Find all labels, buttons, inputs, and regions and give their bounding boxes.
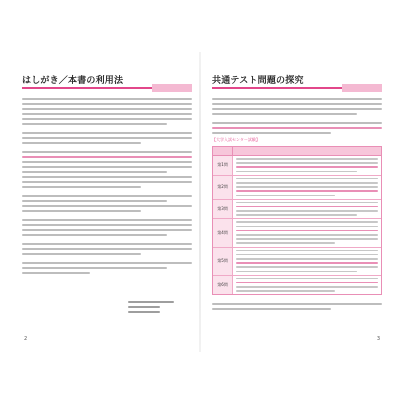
row-content: [233, 276, 381, 295]
row-label: 第5問: [213, 248, 233, 275]
text-line: [22, 151, 192, 153]
text-line: [22, 161, 192, 163]
text-line: [22, 171, 167, 173]
text-line: [212, 108, 382, 110]
table-header-cell: [213, 147, 233, 155]
text-line: [22, 229, 192, 231]
row-label: 第2問: [213, 176, 233, 199]
text-line: [22, 108, 192, 110]
text-line: [128, 301, 174, 303]
text-line: [22, 210, 141, 212]
text-line: [22, 186, 141, 188]
text-line: [212, 103, 382, 105]
text-line: [22, 142, 141, 144]
highlighted-text-line: [212, 127, 382, 129]
left-header-accent-bar: [152, 84, 192, 92]
row-label: 第6問: [213, 276, 233, 295]
table-header-cell: [233, 147, 381, 155]
row-content: [233, 219, 381, 246]
text-line: [22, 234, 167, 236]
text-line: [22, 262, 192, 264]
left-page-number: 2: [24, 336, 28, 342]
left-page-title: はしがき／本書の利用法: [22, 76, 124, 86]
text-line: [22, 98, 192, 100]
text-line: [22, 132, 192, 134]
table-header-row: [213, 147, 381, 156]
table-row: [213, 276, 381, 295]
text-line: [22, 166, 192, 168]
text-line: [22, 103, 192, 105]
text-line: [22, 253, 141, 255]
right-page: [212, 58, 382, 348]
text-line: [22, 243, 192, 245]
row-content: [233, 176, 381, 199]
row-content: [233, 248, 381, 275]
text-line: [212, 98, 382, 100]
left-page: [22, 58, 192, 348]
text-line: [212, 308, 331, 310]
text-line: [212, 303, 382, 305]
text-line: [128, 306, 160, 308]
text-line: [22, 118, 192, 120]
right-page-number: 3: [376, 336, 380, 342]
right-page-title: 共通テスト問題の探究: [212, 76, 304, 86]
table-caption: 【大学入試センター試験】: [212, 137, 260, 142]
text-line: [22, 205, 192, 207]
table-row: [213, 200, 381, 220]
exam-structure-table: [212, 146, 382, 295]
text-line: [22, 272, 90, 274]
right-page-header: [212, 70, 382, 86]
text-line: [22, 219, 192, 221]
right-page-body: [212, 98, 382, 310]
row-label: 第4問: [213, 219, 233, 246]
text-line: [212, 132, 331, 134]
text-line: [128, 311, 160, 313]
text-line: [22, 123, 167, 125]
table-row: [213, 156, 381, 176]
left-page-header: [22, 70, 192, 86]
text-line: [22, 181, 192, 183]
text-line: [22, 137, 192, 139]
page-gutter: [199, 52, 201, 352]
table-row: [213, 219, 381, 247]
text-line: [22, 113, 192, 115]
text-line: [212, 113, 357, 115]
row-label: 第3問: [213, 200, 233, 219]
text-line: [22, 195, 192, 197]
row-content: [233, 200, 381, 219]
text-line: [212, 122, 382, 124]
text-line: [22, 200, 167, 202]
left-page-body: [22, 98, 192, 274]
text-line: [22, 267, 167, 269]
right-header-accent-bar: [342, 84, 382, 92]
row-label: 第1問: [213, 156, 233, 175]
text-line: [22, 176, 192, 178]
table-row: [213, 248, 381, 276]
row-content: [233, 156, 381, 175]
text-line: [22, 248, 192, 250]
table-row: [213, 176, 381, 200]
author-signature-block: [128, 301, 174, 316]
text-line: [22, 224, 192, 226]
highlighted-text-line: [22, 156, 192, 158]
